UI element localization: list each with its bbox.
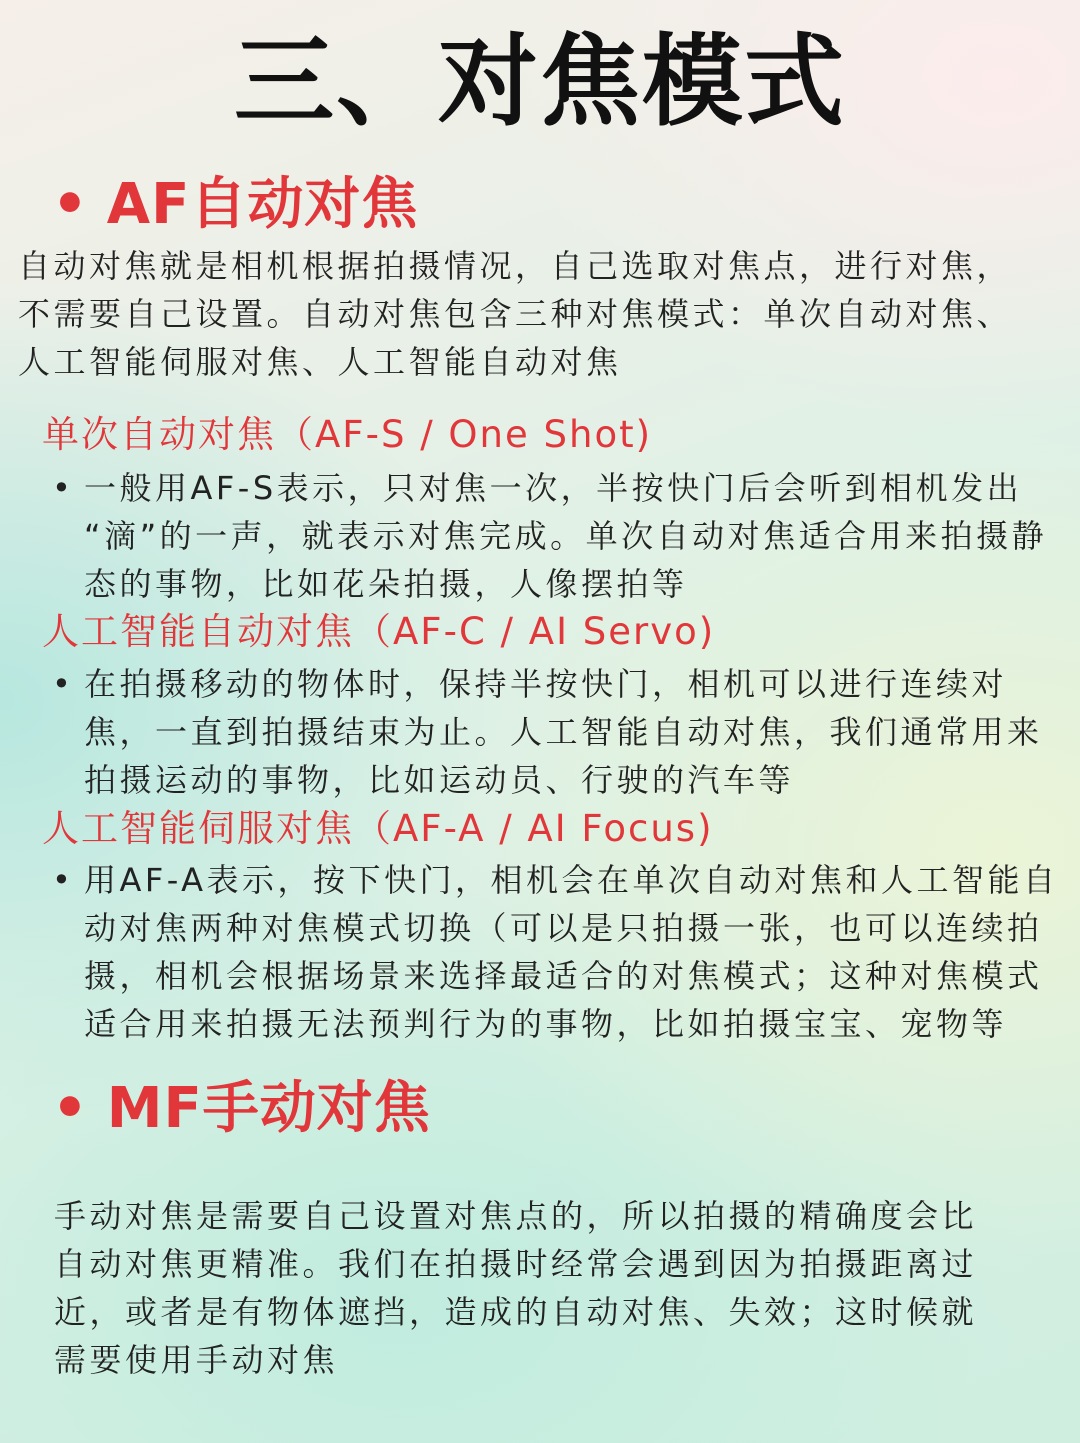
mf-heading-bullet: •: [52, 1076, 89, 1141]
page-title: 三、对焦模式: [234, 23, 846, 140]
mf-text-line: 自动对焦更精准。我们在拍摄时经常会遇到因为拍摄距离过: [54, 1245, 978, 1283]
bullet-dot: •: [52, 861, 71, 899]
mode-one-shot-title: 单次自动对焦（AF-S / One Shot): [42, 413, 653, 456]
mode-ai-focus-title: 人工智能伺服对焦（AF-A / AI Focus): [42, 807, 714, 850]
af-intro-line: 人工智能伺服对焦、人工智能自动对焦: [18, 343, 622, 381]
mode-text-line: 在拍摄移动的物体时，保持半按快门，相机可以进行连续对: [84, 665, 1008, 703]
af-intro-line: 自动对焦就是相机根据拍摄情况，自己选取对焦点，进行对焦，: [18, 247, 1013, 285]
mode-ai-focus-text: [84, 856, 1059, 1048]
af-section-heading: [52, 170, 418, 240]
mode-text-line: 拍摄运动的事物，比如运动员、行驶的汽车等: [84, 761, 795, 799]
mode-text-line: 动对焦两种对焦模式切换（可以是只拍摄一张，也可以连续拍: [84, 909, 1043, 947]
mode-text-line: 摄，相机会根据场景来选择最适合的对焦模式；这种对焦模式: [84, 957, 1043, 995]
af-heading-bullet: •: [52, 172, 89, 237]
mf-text-line: 需要使用手动对焦: [54, 1341, 339, 1379]
bullet-dot: •: [52, 469, 71, 507]
mode-ai-servo-text: [84, 660, 1043, 804]
bullet-dot: •: [52, 665, 71, 703]
af-heading-text: AF自动对焦: [106, 172, 419, 237]
mode-text-line: 态的事物，比如花朵拍摄，人像摆拍等: [84, 565, 688, 603]
mode-text-line: 焦，一直到拍摄结束为止。人工智能自动对焦，我们通常用来: [84, 713, 1043, 751]
af-intro-paragraph: [18, 242, 1012, 386]
mf-text-line: 近，或者是有物体遮挡，造成的自动对焦、失效；这时候就: [54, 1293, 978, 1331]
mf-paragraph: [54, 1192, 977, 1384]
mode-text-line: 适合用来拍摄无法预判行为的事物，比如拍摄宝宝、宠物等: [84, 1005, 1008, 1043]
mode-one-shot-text: [84, 464, 1047, 608]
mf-text-line: 手动对焦是需要自己设置对焦点的，所以拍摄的精确度会比: [54, 1197, 978, 1235]
mf-heading-text: MF手动对焦: [106, 1076, 431, 1141]
mode-text-line: 一般用AF-S表示，只对焦一次，半按快门后会听到相机发出: [84, 469, 1023, 507]
mode-text-line: “滴”的一声，就表示对焦完成。单次自动对焦适合用来拍摄静: [84, 517, 1048, 555]
mode-text-line: 用AF-A表示，按下快门，相机会在单次自动对焦和人工智能自: [84, 861, 1059, 899]
mf-section-heading: [52, 1074, 431, 1144]
af-intro-line: 不需要自己设置。自动对焦包含三种对焦模式：单次自动对焦、: [18, 295, 1013, 333]
mode-ai-servo-title: 人工智能自动对焦（AF-C / AI Servo): [42, 610, 716, 653]
